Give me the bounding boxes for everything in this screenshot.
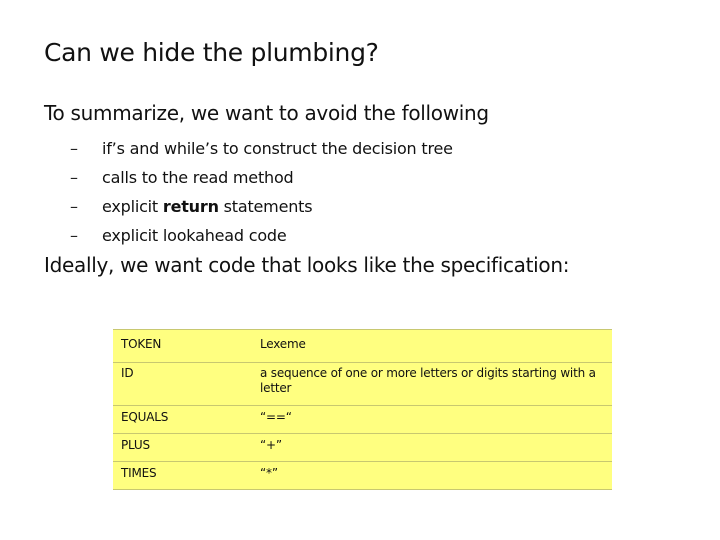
- table-header-row: [113, 330, 612, 363]
- bullet-prefix: explicit: [102, 196, 163, 216]
- slide-title: Can we hide the plumbing?: [44, 38, 379, 67]
- bullet-text: if’s and while’s to construct the decision tree: [102, 138, 453, 158]
- dash-bullet: –: [70, 167, 78, 187]
- dash-bullet: –: [70, 225, 78, 245]
- table-row: [113, 363, 612, 406]
- token-cell: TIMES: [113, 462, 252, 490]
- return-keyword: return: [162, 196, 219, 216]
- lexeme-cell: “*”: [252, 462, 612, 490]
- token-cell: ID: [113, 363, 252, 406]
- token-cell: EQUALS: [113, 406, 252, 434]
- header-lexeme: Lexeme: [252, 330, 612, 363]
- spec-table: [113, 329, 612, 490]
- header-token: TOKEN: [113, 330, 252, 363]
- table-row: [113, 434, 612, 462]
- ideal-text: Ideally, we want code that looks like the specification:: [44, 253, 570, 277]
- bullet-text: explicit lookahead code: [102, 225, 287, 245]
- avoid-list: [70, 134, 453, 250]
- table-row: [113, 462, 612, 490]
- lexeme-cell: “+”: [252, 434, 612, 462]
- intro-text: To summarize, we want to avoid the following: [44, 101, 489, 125]
- bullet-text: calls to the read method: [102, 167, 294, 187]
- lexeme-cell: a sequence of one or more letters or digits starting with a letter: [252, 363, 612, 406]
- bullet-text: [102, 195, 312, 219]
- bullet-suffix: statements: [218, 196, 313, 216]
- list-item: [70, 221, 453, 250]
- dash-bullet: –: [70, 138, 78, 158]
- lexeme-cell: “==“: [252, 406, 612, 434]
- list-item: [70, 163, 453, 192]
- table-row: [113, 406, 612, 434]
- token-cell: PLUS: [113, 434, 252, 462]
- list-item: [70, 134, 453, 163]
- dash-bullet: –: [70, 196, 78, 216]
- list-item: [70, 192, 453, 221]
